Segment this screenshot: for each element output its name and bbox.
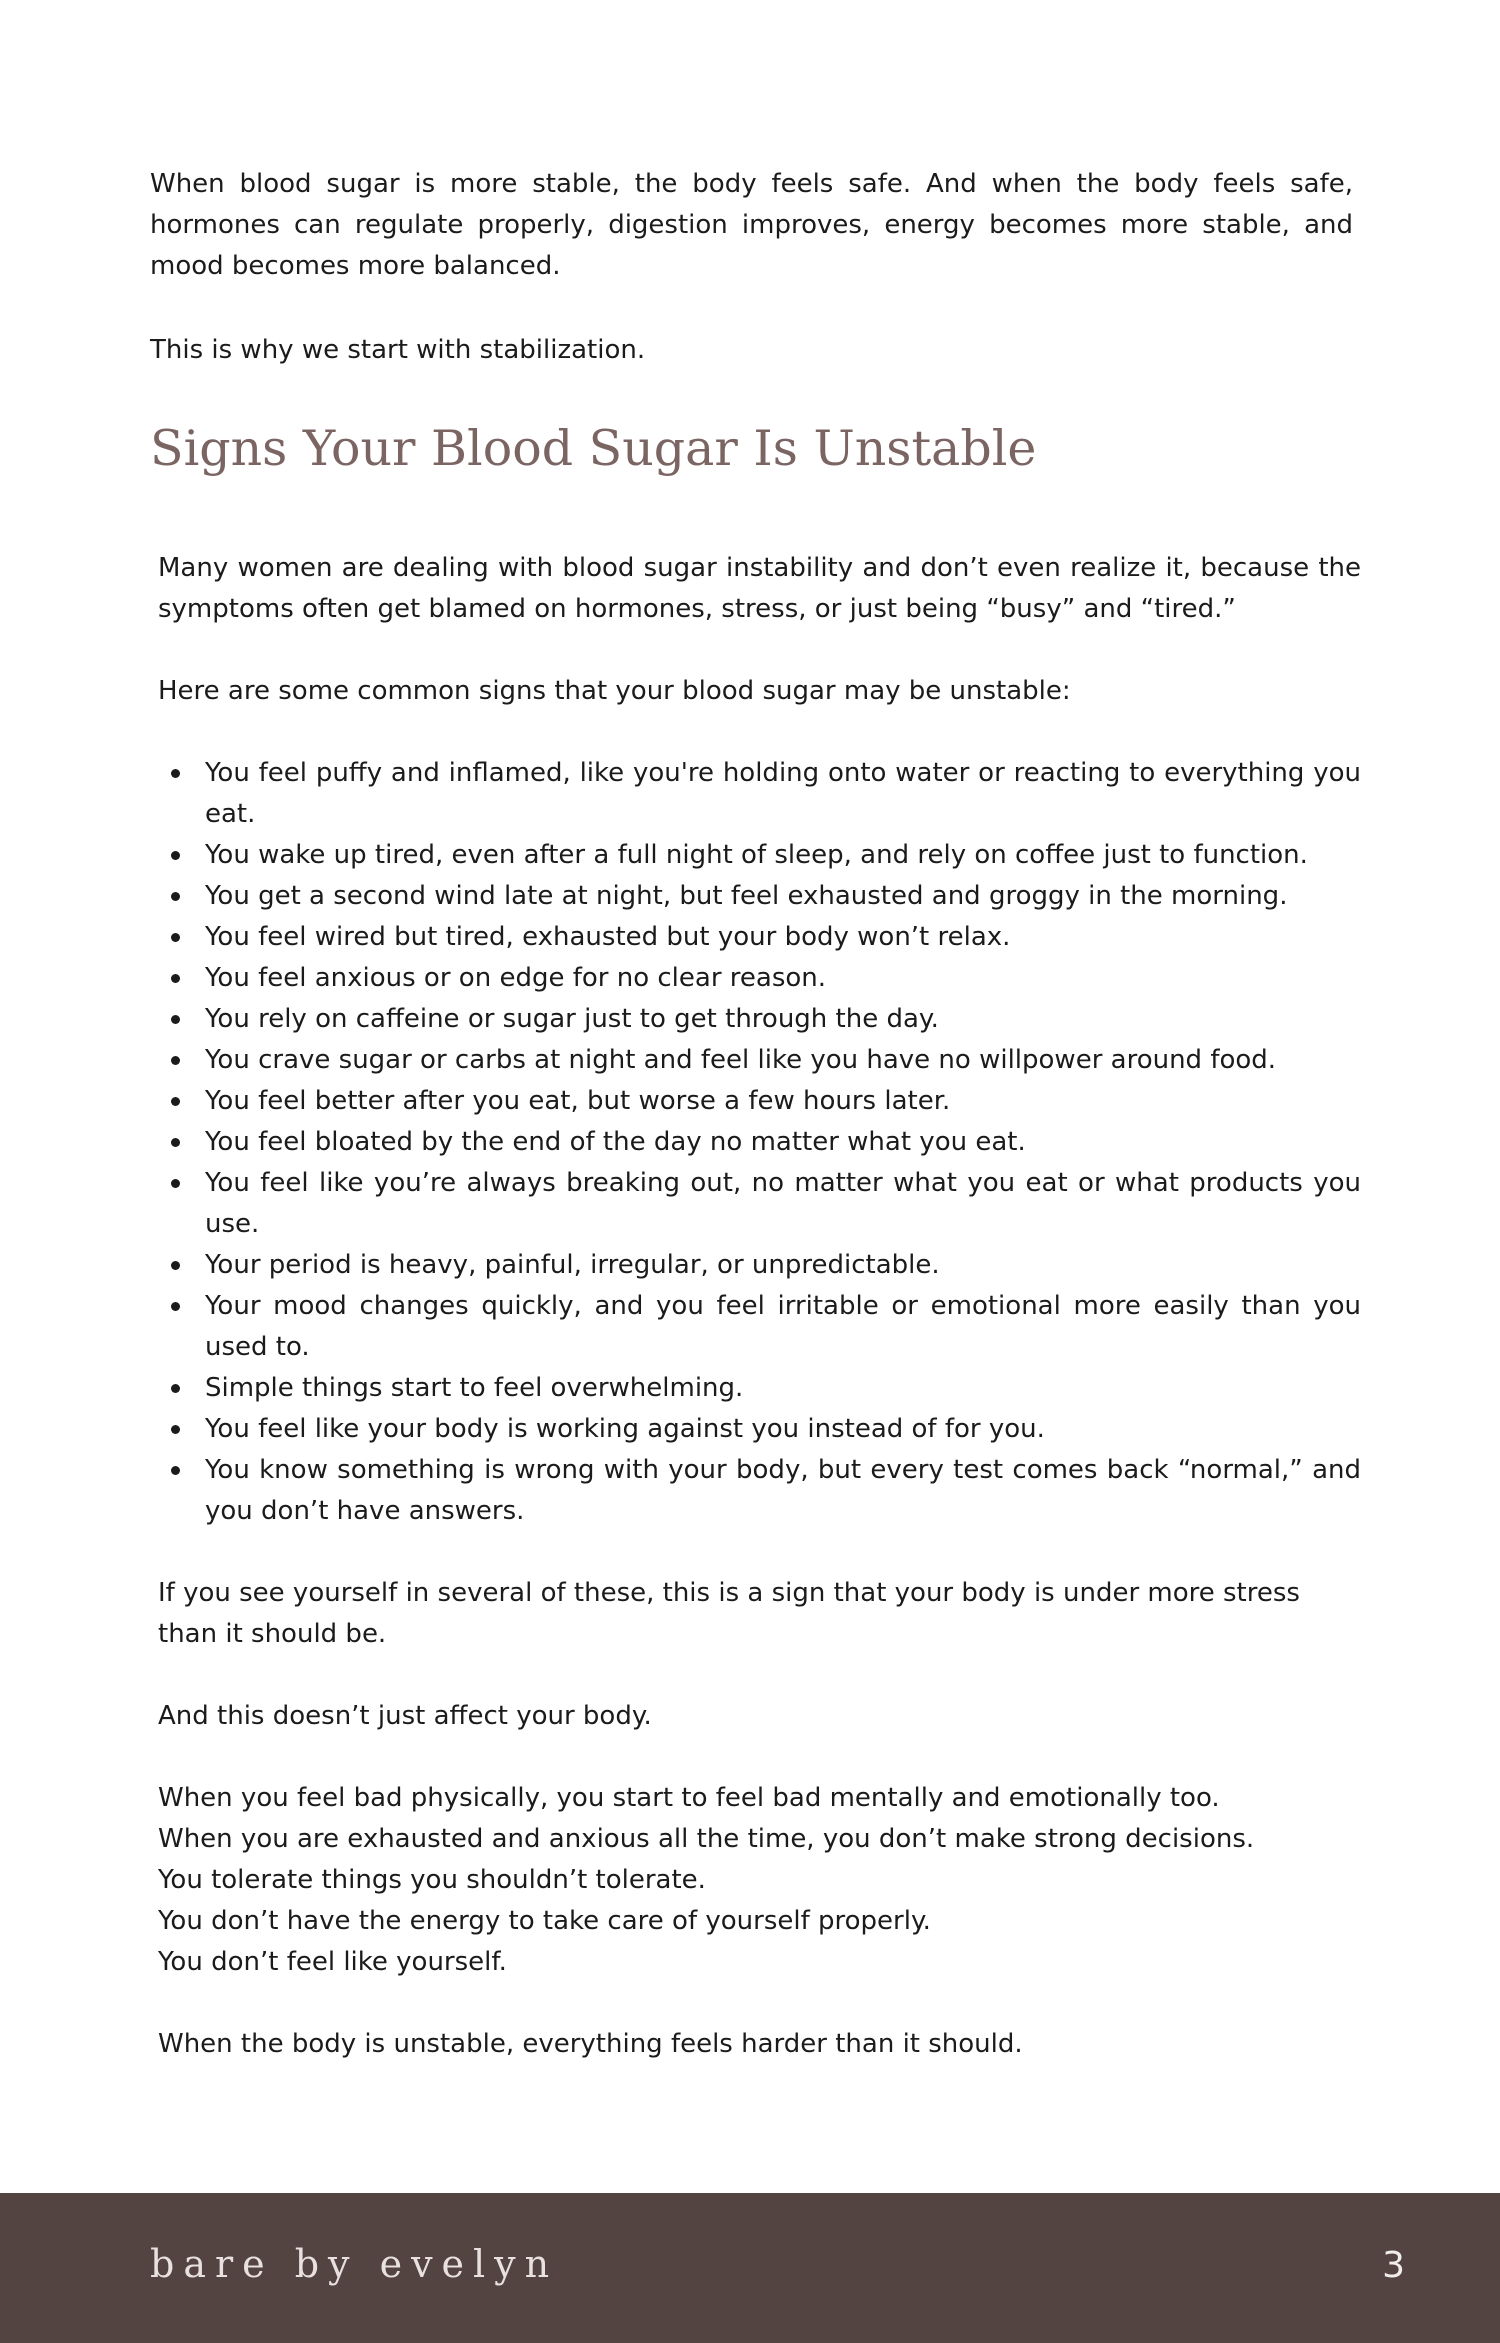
list-item-text: You feel like your body is working against you instead of for you. — [205, 1414, 1045, 1444]
list-item — [158, 1368, 1361, 1409]
statement-line: When you feel bad physically, you start to feel bad mentally and emotionally too. — [158, 1783, 1220, 1813]
bullet-icon — [171, 851, 180, 860]
page-footer — [0, 2193, 1500, 2343]
signs-list — [158, 753, 1361, 1532]
list-item-text: You crave sugar or carbs at night and feel like you have no willpower around food. — [205, 1045, 1277, 1075]
brand-logo: bare by evelyn — [150, 2242, 559, 2286]
page-number: 3 — [1382, 2245, 1405, 2286]
bullet-icon — [171, 1261, 180, 1270]
list-item — [158, 1245, 1361, 1286]
list-item-text: Your mood changes quickly, and you feel irritable or emotional more easily than you used to. — [205, 1291, 1361, 1362]
intro-paragraph-2: This is why we start with stabilization. — [150, 335, 646, 365]
bullet-icon — [171, 933, 180, 942]
list-item-text: You get a second wind late at night, but feel exhausted and groggy in the morning. — [205, 881, 1288, 911]
list-item-text: You wake up tired, even after a full night of sleep, and rely on coffee just to function. — [205, 840, 1308, 870]
section-paragraph-3: If you see yourself in several of these, this is a sign that your body is under more stress than it should be. — [158, 1578, 1300, 1649]
bullet-icon — [171, 1466, 180, 1475]
list-item-text: You know something is wrong with your body, but every test comes back “normal,” and you don’t have answers. — [205, 1455, 1361, 1526]
list-item-text: You rely on caffeine or sugar just to get through the day. — [205, 1004, 939, 1034]
section-paragraph-2: Here are some common signs that your blood sugar may be unstable: — [158, 676, 1071, 706]
bullet-icon — [171, 769, 180, 778]
section-body — [158, 548, 1361, 2106]
statement-line: When you are exhausted and anxious all the time, you don’t make strong decisions. — [158, 1824, 1255, 1854]
list-item-text: You feel better after you eat, but worse a few hours later. — [205, 1086, 951, 1116]
list-item — [158, 917, 1361, 958]
section-paragraph-5: When the body is unstable, everything feels harder than it should. — [158, 2029, 1023, 2059]
bullet-icon — [171, 1384, 180, 1393]
bullet-icon — [171, 1138, 180, 1147]
statement-line: You don’t feel like yourself. — [158, 1947, 507, 1977]
statement-lines — [158, 1778, 1361, 1983]
section-title: Signs Your Blood Sugar Is Unstable — [150, 420, 1037, 477]
list-item — [158, 1450, 1361, 1532]
list-item — [158, 1286, 1361, 1368]
list-item — [158, 876, 1361, 917]
list-item — [158, 958, 1361, 999]
list-item — [158, 1163, 1361, 1245]
bullet-icon — [171, 1015, 180, 1024]
list-item-text: You feel like you’re always breaking out, no matter what you eat or what products you use. — [205, 1168, 1361, 1239]
list-item-text: You feel wired but tired, exhausted but your body won’t relax. — [205, 922, 1011, 952]
bullet-icon — [171, 1097, 180, 1106]
list-item — [158, 1081, 1361, 1122]
list-item — [158, 1409, 1361, 1450]
bullet-icon — [171, 1302, 180, 1311]
list-item — [158, 753, 1361, 835]
bullet-icon — [171, 1425, 180, 1434]
intro-paragraph-1: When blood sugar is more stable, the body feels safe. And when the body feels safe, hormones can regulate properly, digestion improves, energy becomes more stable, and mood becomes more balanced. — [150, 169, 1353, 281]
list-item — [158, 1040, 1361, 1081]
bullet-icon — [171, 892, 180, 901]
list-item — [158, 835, 1361, 876]
list-item — [158, 1122, 1361, 1163]
list-item-text: You feel anxious or on edge for no clear reason. — [205, 963, 827, 993]
statement-line: You don’t have the energy to take care of yourself properly. — [158, 1906, 931, 1936]
bullet-icon — [171, 974, 180, 983]
bullet-icon — [171, 1056, 180, 1065]
statement-line: You tolerate things you shouldn’t tolerate. — [158, 1865, 706, 1895]
list-item-text: Simple things start to feel overwhelming. — [205, 1373, 744, 1403]
list-item-text: You feel puffy and inflamed, like you're holding onto water or reacting to everything you eat. — [205, 758, 1361, 829]
bullet-icon — [171, 1179, 180, 1188]
list-item — [158, 999, 1361, 1040]
list-item-text: You feel bloated by the end of the day no matter what you eat. — [205, 1127, 1026, 1157]
section-paragraph-1: Many women are dealing with blood sugar instability and don’t even realize it, because the symptoms often get blamed on hormones, stress, or just being “busy” and “tired.” — [158, 553, 1361, 624]
list-item-text: Your period is heavy, painful, irregular, or unpredictable. — [205, 1250, 940, 1280]
section-paragraph-4: And this doesn’t just affect your body. — [158, 1701, 652, 1731]
